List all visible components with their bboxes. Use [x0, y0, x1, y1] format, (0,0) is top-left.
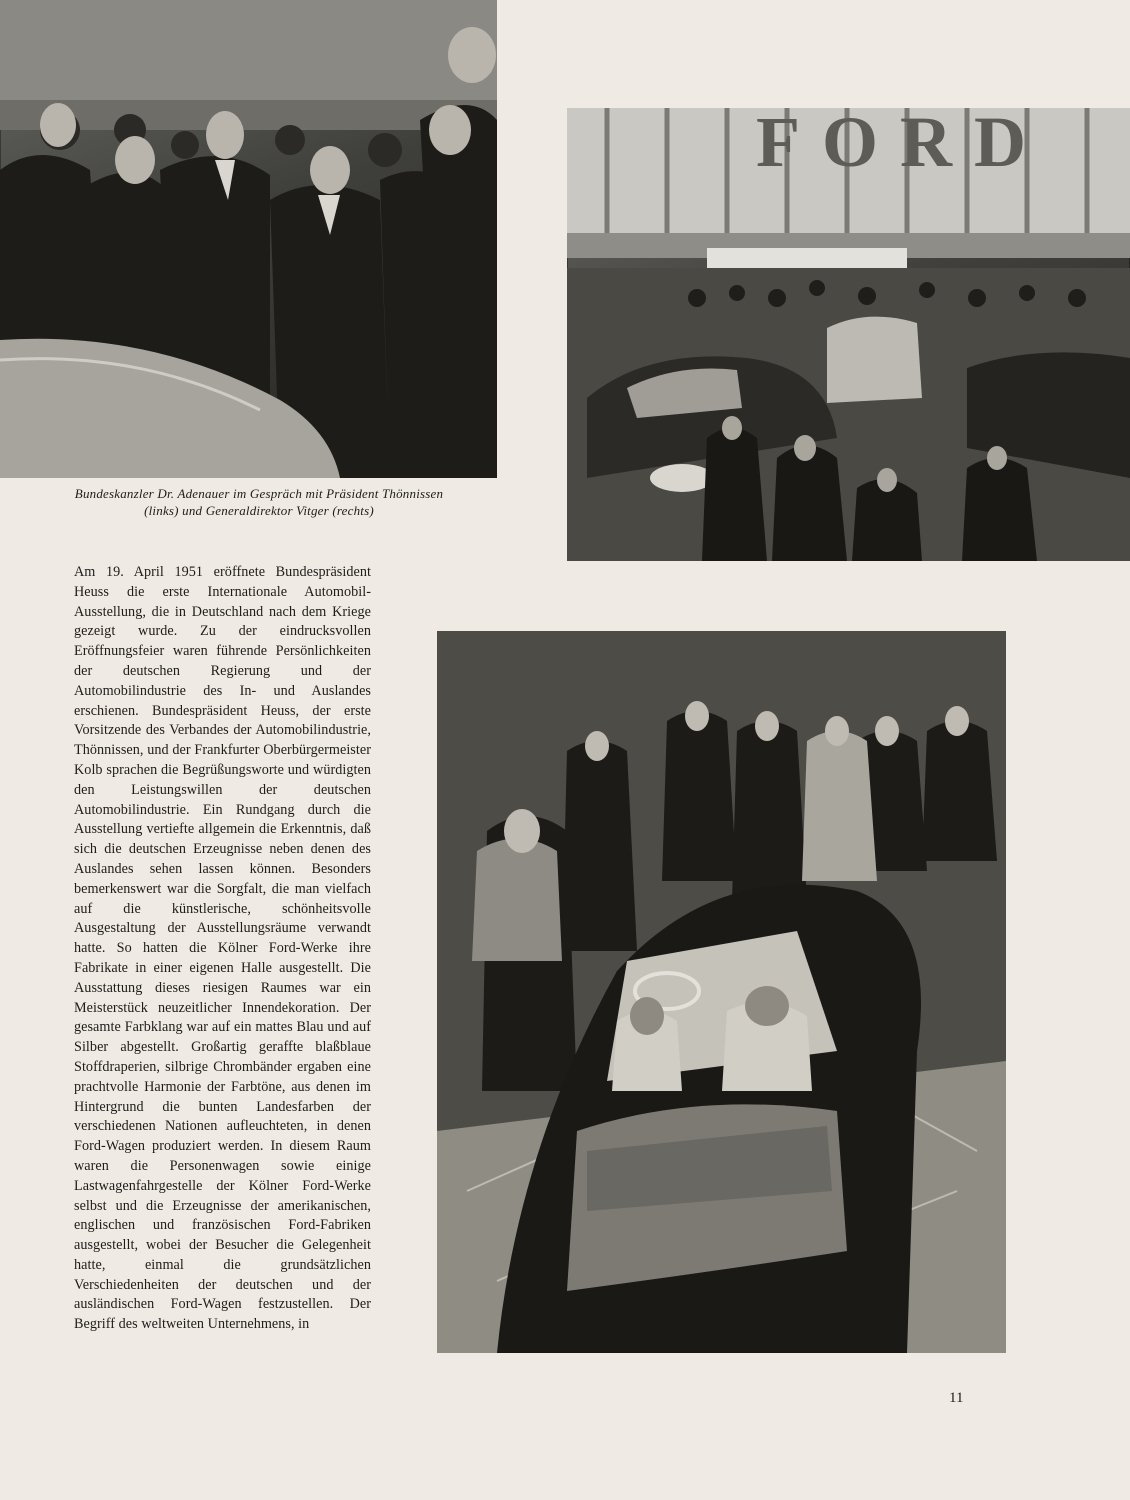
- photo-adenauer-conversation: [0, 0, 497, 478]
- photo-ford-convertible: [437, 631, 1006, 1353]
- photo-convertible-graphic: [437, 631, 1006, 1353]
- photo-caption: Bundeskanzler Dr. Adenauer im Gespräch mit Präsident Thönnissen (links) und Generaldirektor Vitger (rechts): [74, 486, 444, 518]
- article-body-text: Am 19. April 1951 eröffnete Bundespräsident Heuss die erste Internationale Automobil-Ausstellung, die in Deutschland nach dem Kriege gezeigt wurde. Zu der eindrucksvollen Eröffnungsfeier waren führende Persönlichkeiten der deutschen Regierung und der Automobilindustrie des In- und Auslandes erschienen. Bundespräsident Heuss, der erste Vorsitzende des Verbandes der Automobilindustrie, Thönnissen, und der Frankfurter Oberbürgermeister Kolb sprachen die Begrüßungsworte und würdigten den Leistungswillen der deutschen Automobilindustrie. Ein Rundgang durch die Ausstellung vertiefte allgemein die Erkenntnis, daß sich die deutschen Erzeugnisse neben denen des Auslandes sehen lassen können. Besonders bemerkenswert war die Sorgfalt, die man vielfach auf die künstlerische, schönheitsvolle Ausgestaltung der Ausstellungsräume verwandt hatte. So hatten die Kölner Ford-Werke ihre Fabrikate in einer eigenen Halle ausgestellt. Die Ausstattung dieses riesigen Raumes war ein Meisterstück neuzeitlicher Innendekoration. Der gesamte Farbklang war auf ein mattes Blau und auf Silber abgestellt. Großartig geraffte blaßblaue Stoffdraperien, silbrige Chrombänder ergaben eine prachtvolle Harmonie der Farbtöne, aus denen im Hintergrund die bunten Landesfarben der verschiedenen Nationen aufleuchteten, in denen Ford-Wagen produziert werden. In diesem Raum waren die Personenwagen sowie einige Lastwagenfahrgestelle der Kölner Ford-Werke selbst und die Erzeugnisse der amerikanischen, englischen und französischen Ford-Fabriken ausgestellt, wobei der Besucher die Gelegenheit hatte, einmal die grundsätzlichen Verschiedenheiten der deutschen und der ausländischen Ford-Wagen festzustellen. Der Begriff des weltweiten Unternehmens, in: [74, 564, 371, 1333]
- ford-sign-text: FORD: [756, 108, 1048, 182]
- page-number: 11: [949, 1390, 964, 1406]
- photo-adenauer-graphic: [0, 0, 497, 478]
- photo-ford-exhibition-hall: [567, 108, 1130, 561]
- photo-ford-hall-graphic: [567, 108, 1130, 561]
